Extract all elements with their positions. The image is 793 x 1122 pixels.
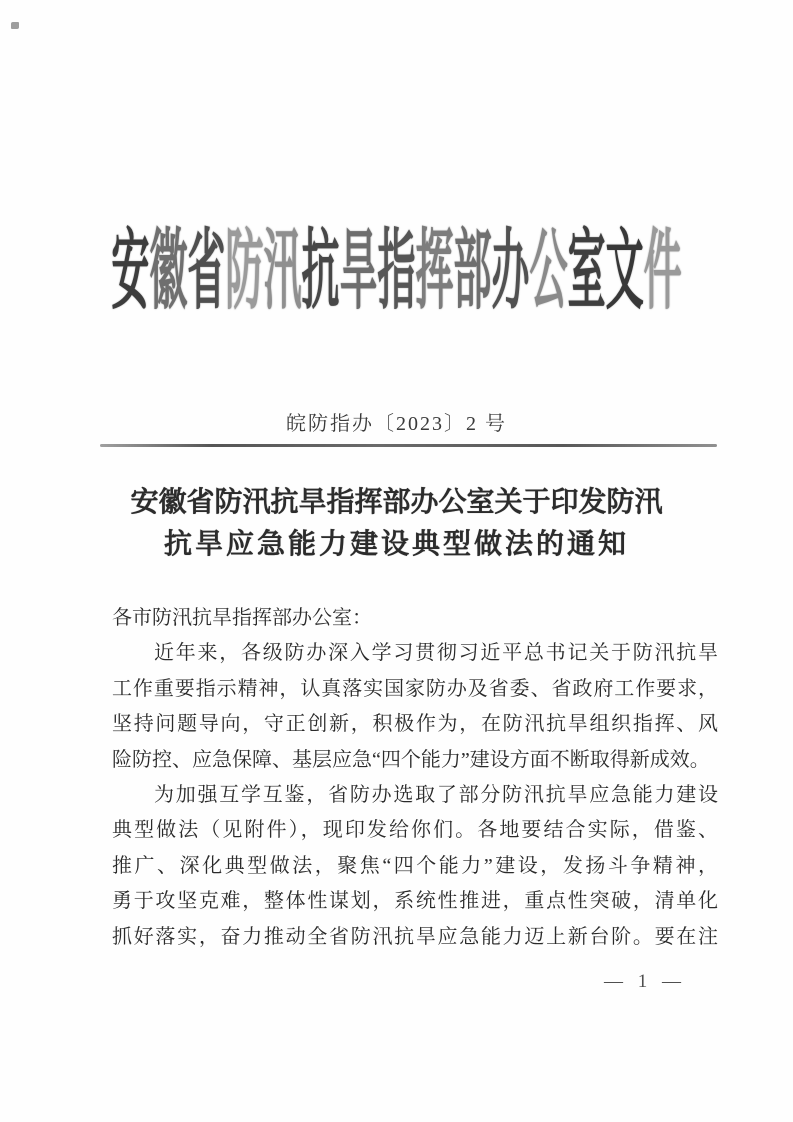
- body-line: 推广、深化典型做法，聚焦“四个能力”建设，发扬斗争精神，: [112, 854, 718, 877]
- body-line: 近年来，各级防办深入学习贯彻习近平总书记关于防汛抗旱: [154, 642, 718, 665]
- scan-artifact: [11, 22, 19, 29]
- salutation-line: 各市防汛抗旱指挥部办公室：: [112, 607, 372, 629]
- letterhead-banner: 安徽省防汛抗旱指挥部办公室文件: [111, 224, 682, 322]
- document-title-line-2: 抗旱应急能力建设典型做法的通知: [163, 529, 629, 560]
- body-line: 勇于攻坚克难，整体性谋划，系统性推进，重点性突破，清单化: [112, 890, 718, 913]
- document-title-line-1: 安徽省防汛抗旱指挥部办公室关于印发防汛: [130, 487, 663, 518]
- document-title: [0, 482, 793, 566]
- document-number: 皖防指办〔2023〕2 号: [286, 413, 507, 435]
- body-line: 险防控、应急保障、基层应急“四个能力”建设方面不断取得新成效。: [112, 748, 710, 771]
- body-line: 工作重要指示精神，认真落实国家防办及省委、省政府工作要求，: [112, 677, 718, 700]
- page-number: — 1 —: [604, 971, 686, 992]
- body-line: 抓好落实，奋力推动全省防汛抗旱应急能力迈上新台阶。要在注: [112, 925, 718, 948]
- body-line: 为加强互学互鉴，省防办选取了部分防汛抗旱应急能力建设: [154, 784, 718, 807]
- document-body: [112, 601, 718, 955]
- body-line: 坚持问题导向，守正创新，积极作为，在防汛抗旱组织指挥、风: [112, 713, 718, 736]
- letterhead-divider-line: [100, 444, 717, 447]
- body-line: 典型做法（见附件），现印发给你们。各地要结合实际，借鉴、: [112, 819, 718, 842]
